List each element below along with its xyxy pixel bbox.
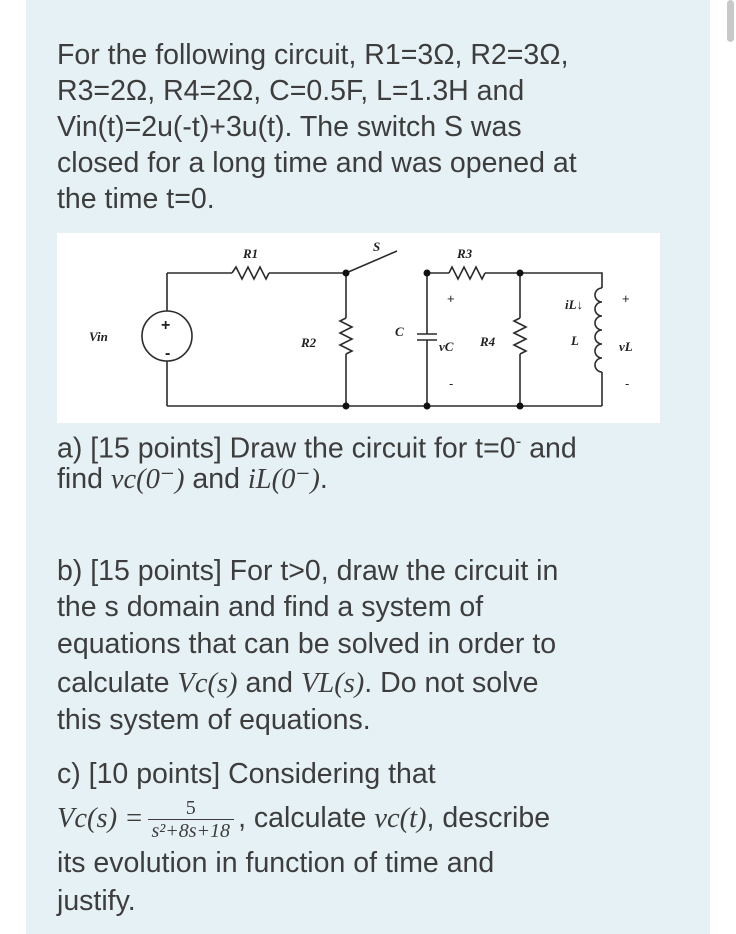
vin-plus: + [161,317,171,334]
node-bottom-r4 [517,403,524,410]
scrollbar[interactable] [727,0,734,42]
part-a-line-2: find vc(0⁻) and iL(0⁻). [57,463,328,495]
node-bottom-c [424,403,431,410]
node-top-right [517,270,524,277]
vin-minus: - [165,345,171,362]
label-r4: R4 [480,334,496,349]
vcs-expr: Vc(s) [177,668,238,699]
r4-resistor [514,318,526,354]
label-vl: vL [619,339,633,354]
vls-expr: VL(s) [300,668,365,699]
part-c-line-3: its evolution in function of time and [57,847,495,879]
part-b-line-1: b) [15 points] For t>0, draw the circuit in [57,555,559,587]
part-a-line-1: a) [15 points] Draw the circuit for t=0- and [57,432,577,465]
label-r1: R1 [243,246,259,261]
label-vc: vC [439,339,454,354]
node-bottom-r2 [343,403,350,410]
intro-line-2: R3=2Ω, R4=2Ω, C=0.5F, L=1.3H and [57,75,525,107]
vc-plus: + [447,291,455,306]
part-b-line-4: calculate Vc(s) and VL(s). Do not solve [57,667,539,699]
fraction-denominator: s²+8s+18 [151,819,231,842]
label-r3: R3 [457,246,473,261]
part-b-line-3: equations that can be solved in order to [57,628,557,660]
part-b-line-5: this system of equations. [57,704,371,736]
vl-plus: + [622,291,630,306]
node-switch-left [343,270,350,277]
node-switch-right [424,270,431,277]
label-vin: Vin [89,329,108,344]
intro-line-1: For the following circuit, R1=3Ω, R2=3Ω, [57,39,569,71]
intro-line-5: the time t=0. [57,183,215,215]
il0-expr: iL(0⁻) [247,464,320,495]
label-l: L [571,333,579,348]
r1-resistor [232,267,269,279]
switch-blade [346,251,397,273]
intro-line-4: closed for a long time and was opened at [57,147,577,179]
circuit-diagram [57,233,660,423]
part-b-line-2: the s domain and find a system of [57,591,484,623]
r2-resistor [340,318,352,354]
vcs-fraction [148,797,235,842]
r3-resistor [449,267,485,279]
vc-minus: - [449,376,454,391]
vl-minus: - [625,376,630,391]
part-c-line-2: Vc(s) = $\frac{5}{\text{s²+8s+18}}$ , calculate vc(t), describe [57,796,551,842]
intro-line-3: Vin(t)=2u(-t)+3u(t). The switch S was [57,111,522,143]
label-r2: R2 [301,335,317,350]
vc0-expr: vc(0⁻) [110,464,185,495]
part-c-line-1: c) [10 points] Considering that [57,758,436,790]
vct-expr: vc(t) [374,803,427,834]
circuit-svg [57,233,660,423]
inductor-coil [595,288,602,372]
wire-to-inductor [520,273,602,288]
fraction-numerator: 5 [148,797,235,820]
label-il: iL↓ [565,297,584,312]
vcs-lhs: Vc(s) = [57,803,144,834]
label-s: S [373,239,381,254]
part-c-line-4: justify. [57,885,136,917]
label-c: C [395,324,404,339]
